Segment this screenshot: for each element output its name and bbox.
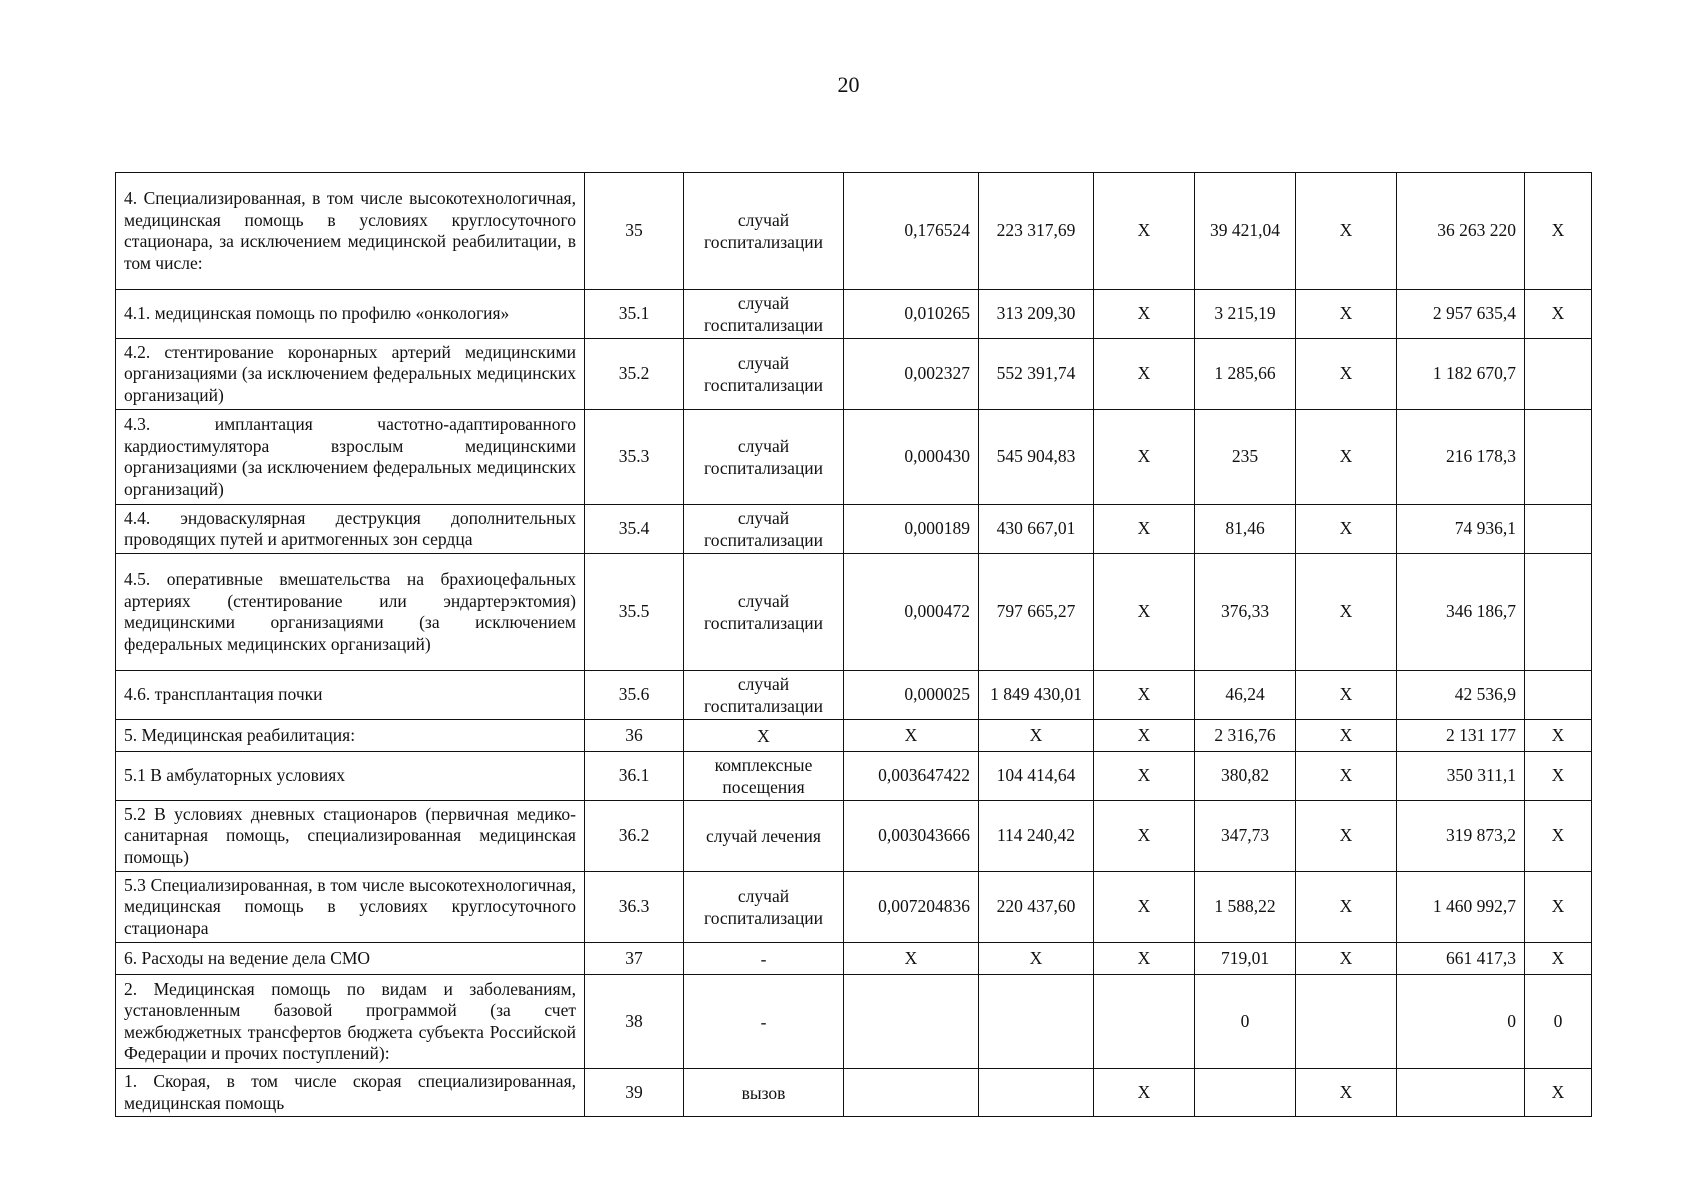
cell-cost: 220 437,60 [979,872,1094,943]
cell-cost: 223 317,69 [979,173,1094,290]
cell-unit: случай госпитализации [684,290,844,339]
cell-col7: 0 [1195,975,1296,1069]
cell-col10: Х [1525,872,1592,943]
cell-name: 6. Расходы на ведение дела СМО [116,943,585,975]
cell-code: 35 [585,173,684,290]
cell-cost: 430 667,01 [979,505,1094,554]
cell-col9: 2 957 635,4 [1397,290,1525,339]
table-row [116,173,1592,290]
cell-unit: - [684,975,844,1069]
table-row [116,339,1592,410]
table-row [116,872,1592,943]
table-row [116,720,1592,752]
cell-volume: Х [844,943,979,975]
cell-volume [844,975,979,1069]
cell-col6: Х [1094,671,1195,720]
cell-col10: Х [1525,290,1592,339]
cell-volume [844,1069,979,1117]
cell-col9: 346 186,7 [1397,554,1525,671]
cell-col8: Х [1296,554,1397,671]
cell-col6: Х [1094,173,1195,290]
cell-col10: Х [1525,801,1592,872]
cell-cost: Х [979,943,1094,975]
cell-cost: Х [979,720,1094,752]
cell-unit: случай госпитализации [684,872,844,943]
cell-col9: 661 417,3 [1397,943,1525,975]
cell-volume: 0,176524 [844,173,979,290]
cell-code: 35.3 [585,410,684,505]
cell-col10 [1525,505,1592,554]
cell-col9: 216 178,3 [1397,410,1525,505]
cell-col6: Х [1094,720,1195,752]
cell-col9: 1 182 670,7 [1397,339,1525,410]
cell-cost [979,975,1094,1069]
cell-col6: Х [1094,872,1195,943]
table-row [116,410,1592,505]
cell-col6: Х [1094,505,1195,554]
cell-code: 37 [585,943,684,975]
cell-col7 [1195,1069,1296,1117]
cell-col10 [1525,554,1592,671]
cell-col8 [1296,975,1397,1069]
cell-col10: Х [1525,173,1592,290]
cell-col6: Х [1094,339,1195,410]
cell-col7: 1 588,22 [1195,872,1296,943]
cell-col6: Х [1094,943,1195,975]
cell-col9: 1 460 992,7 [1397,872,1525,943]
financing-table [115,172,1592,1117]
cell-col7: 719,01 [1195,943,1296,975]
cell-name: 5.2 В условиях дневных стационаров (первичная медико-санитарная помощь, специализированная медицинская помощь) [116,801,585,872]
cell-name: 4.1. медицинская помощь по профилю «онкология» [116,290,585,339]
cell-volume: 0,000025 [844,671,979,720]
cell-unit: Х [684,720,844,752]
cell-cost: 545 904,83 [979,410,1094,505]
cell-volume: 0,000430 [844,410,979,505]
table-body [116,173,1592,1117]
cell-col9: 350 311,1 [1397,752,1525,801]
cell-col6 [1094,975,1195,1069]
cell-name: 4. Специализированная, в том числе высокотехнологичная, медицинская помощь в условиях круглосуточного стационара, за исключением медицинской реабилитации, в том числе: [116,173,585,290]
cell-unit: случай госпитализации [684,173,844,290]
cell-col10: 0 [1525,975,1592,1069]
cell-volume: 0,000472 [844,554,979,671]
cell-volume: 0,003043666 [844,801,979,872]
cell-col8: Х [1296,943,1397,975]
table-row [116,554,1592,671]
cell-col8: Х [1296,872,1397,943]
cell-code: 36.2 [585,801,684,872]
cell-col8: Х [1296,752,1397,801]
table-row [116,290,1592,339]
cell-col7: 81,46 [1195,505,1296,554]
cell-col8: Х [1296,671,1397,720]
cell-col7: 380,82 [1195,752,1296,801]
cell-volume: 0,000189 [844,505,979,554]
cell-unit: случай госпитализации [684,410,844,505]
table-row [116,1069,1592,1117]
cell-name: 5.1 В амбулаторных условиях [116,752,585,801]
cell-col10 [1525,339,1592,410]
cell-col7: 235 [1195,410,1296,505]
cell-code: 35.1 [585,290,684,339]
cell-col6: Х [1094,410,1195,505]
cell-code: 36.1 [585,752,684,801]
cell-name: 2. Медицинская помощь по видам и заболеваниям, установленным базовой программой (за счет межбюджетных трансфертов бюджета субъекта Российской Федерации и прочих поступлений): [116,975,585,1069]
cell-col7: 46,24 [1195,671,1296,720]
cell-cost: 1 849 430,01 [979,671,1094,720]
cell-col10: Х [1525,720,1592,752]
cell-col9: 42 536,9 [1397,671,1525,720]
cell-col7: 39 421,04 [1195,173,1296,290]
cell-col8: Х [1296,1069,1397,1117]
cell-col7: 376,33 [1195,554,1296,671]
cell-name: 1. Скорая, в том числе скорая специализированная, медицинская помощь [116,1069,585,1117]
cell-unit: случай лечения [684,801,844,872]
cell-name: 5. Медицинская реабилитация: [116,720,585,752]
cell-name: 4.3. имплантация частотно-адаптированного кардиостимулятора взрослым медицинскими организациями (за исключением федеральных медицинских организаций) [116,410,585,505]
cell-col6: Х [1094,1069,1195,1117]
cell-col10 [1525,410,1592,505]
cell-code: 36.3 [585,872,684,943]
cell-unit: - [684,943,844,975]
table-row [116,975,1592,1069]
table-row [116,943,1592,975]
cell-code: 36 [585,720,684,752]
cell-cost: 313 209,30 [979,290,1094,339]
cell-code: 35.4 [585,505,684,554]
cell-col8: Х [1296,505,1397,554]
cell-col10: Х [1525,752,1592,801]
cell-code: 35.2 [585,339,684,410]
cell-cost: 104 414,64 [979,752,1094,801]
cell-volume: Х [844,720,979,752]
cell-volume: 0,007204836 [844,872,979,943]
cell-col8: Х [1296,173,1397,290]
cell-col6: Х [1094,801,1195,872]
cell-col9: 74 936,1 [1397,505,1525,554]
cell-unit: вызов [684,1069,844,1117]
cell-col8: Х [1296,339,1397,410]
cell-volume: 0,002327 [844,339,979,410]
cell-col10 [1525,671,1592,720]
cell-code: 39 [585,1069,684,1117]
cell-col8: Х [1296,410,1397,505]
cell-unit: случай госпитализации [684,554,844,671]
cell-unit: случай госпитализации [684,339,844,410]
page-number: 20 [837,72,860,97]
cell-col7: 2 316,76 [1195,720,1296,752]
table-row [116,671,1592,720]
cell-volume: 0,003647422 [844,752,979,801]
cell-unit: комплексные посещения [684,752,844,801]
table-row [116,801,1592,872]
cell-cost: 114 240,42 [979,801,1094,872]
cell-cost: 797 665,27 [979,554,1094,671]
cell-code: 35.6 [585,671,684,720]
cell-name: 5.3 Специализированная, в том числе высокотехнологичная, медицинская помощь в условиях круглосуточного стационара [116,872,585,943]
cell-col6: Х [1094,752,1195,801]
cell-name: 4.4. эндоваскулярная деструкция дополнительных проводящих путей и аритмогенных зон сердца [116,505,585,554]
cell-name: 4.5. оперативные вмешательства на брахиоцефальных артериях (стентирование или эндартерэктомия) медицинскими организациями (за исключением федеральных медицинских организаций) [116,554,585,671]
cell-cost: 552 391,74 [979,339,1094,410]
cell-col9: 0 [1397,975,1525,1069]
cell-col8: Х [1296,290,1397,339]
cell-col7: 347,73 [1195,801,1296,872]
table-row [116,752,1592,801]
cell-cost [979,1069,1094,1117]
cell-col9: 36 263 220 [1397,173,1525,290]
cell-col9 [1397,1069,1525,1117]
cell-col8: Х [1296,801,1397,872]
cell-name: 4.6. трансплантация почки [116,671,585,720]
cell-col8: Х [1296,720,1397,752]
cell-col9: 2 131 177 [1397,720,1525,752]
cell-unit: случай госпитализации [684,505,844,554]
cell-col10: Х [1525,943,1592,975]
cell-code: 35.5 [585,554,684,671]
cell-col7: 3 215,19 [1195,290,1296,339]
table-row [116,505,1592,554]
cell-col10: Х [1525,1069,1592,1117]
cell-name: 4.2. стентирование коронарных артерий медицинскими организациями (за исключением федеральных медицинских организаций) [116,339,585,410]
cell-unit: случай госпитализации [684,671,844,720]
cell-col6: Х [1094,554,1195,671]
cell-col7: 1 285,66 [1195,339,1296,410]
cell-volume: 0,010265 [844,290,979,339]
cell-col9: 319 873,2 [1397,801,1525,872]
cell-code: 38 [585,975,684,1069]
cell-col6: Х [1094,290,1195,339]
